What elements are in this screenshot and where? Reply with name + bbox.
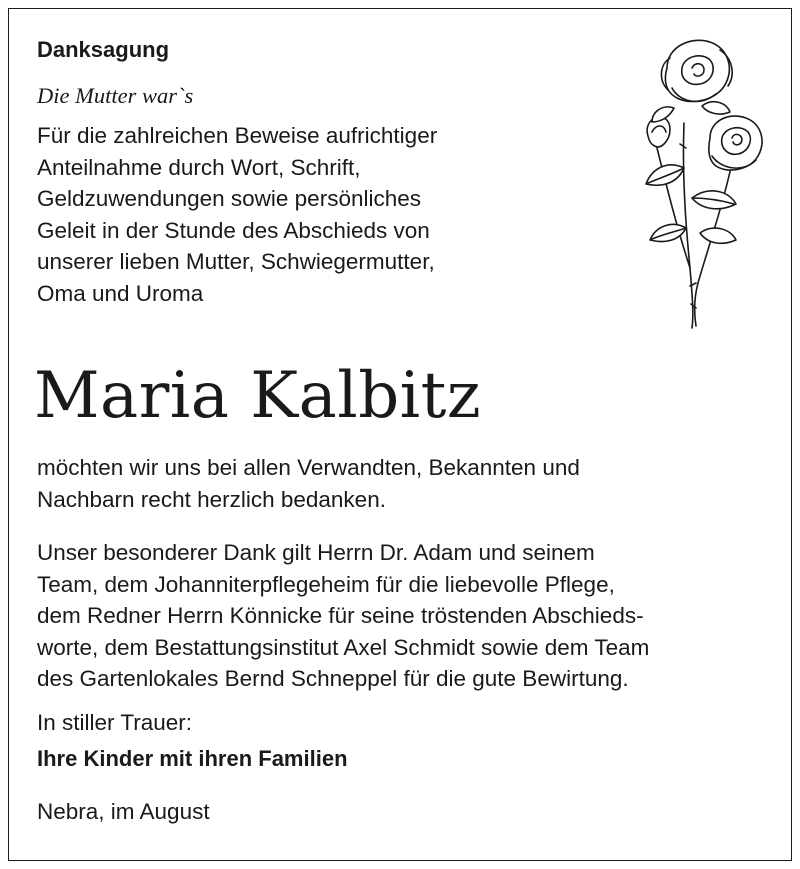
special-thanks-line: des Gartenlokales Bernd Schneppel für die gute Bewirtung. [37, 666, 629, 691]
deceased-name: Maria Kalbitz [34, 359, 482, 433]
intro-line: Geldzuwendungen sowie persönliches [37, 186, 421, 211]
special-thanks-line: dem Redner Herrn Könnicke für seine tröstenden Abschieds- [37, 603, 644, 628]
special-thanks-paragraph [37, 537, 649, 695]
mourning-label: In stiller Trauer: [37, 710, 193, 735]
intro-line: unserer lieben Mutter, Schwiegermutter, [37, 249, 435, 274]
signatories: Ihre Kinder mit ihren Familien [37, 746, 348, 771]
intro-line: Anteilnahme durch Wort, Schrift, [37, 154, 361, 180]
rose-illustration-icon [612, 28, 772, 338]
intro-line: Für die zahlreichen Beweise aufrichtiger [37, 123, 438, 148]
intro-paragraph [37, 120, 437, 309]
thanks-line: möchten wir uns bei allen Verwandten, Bekannten und [37, 455, 580, 480]
special-thanks-line: Team, dem Johanniterpflegeheim für die liebevolle Pflege, [37, 571, 615, 597]
place-date: Nebra, im August [37, 799, 210, 824]
intro-line: Geleit in der Stunde des Abschieds von [37, 217, 430, 243]
notice-motto: Die Mutter war`s [37, 83, 194, 108]
notice-heading: Danksagung [37, 37, 170, 62]
thanks-line: Nachbarn recht herzlich bedanken. [37, 486, 386, 512]
special-thanks-line: Unser besonderer Dank gilt Herrn Dr. Adam und seinem [37, 540, 595, 565]
thanks-paragraph [37, 452, 580, 515]
special-thanks-line: worte, dem Bestattungsinstitut Axel Schmidt sowie dem Team [37, 634, 650, 660]
intro-line: Oma und Uroma [37, 280, 204, 306]
